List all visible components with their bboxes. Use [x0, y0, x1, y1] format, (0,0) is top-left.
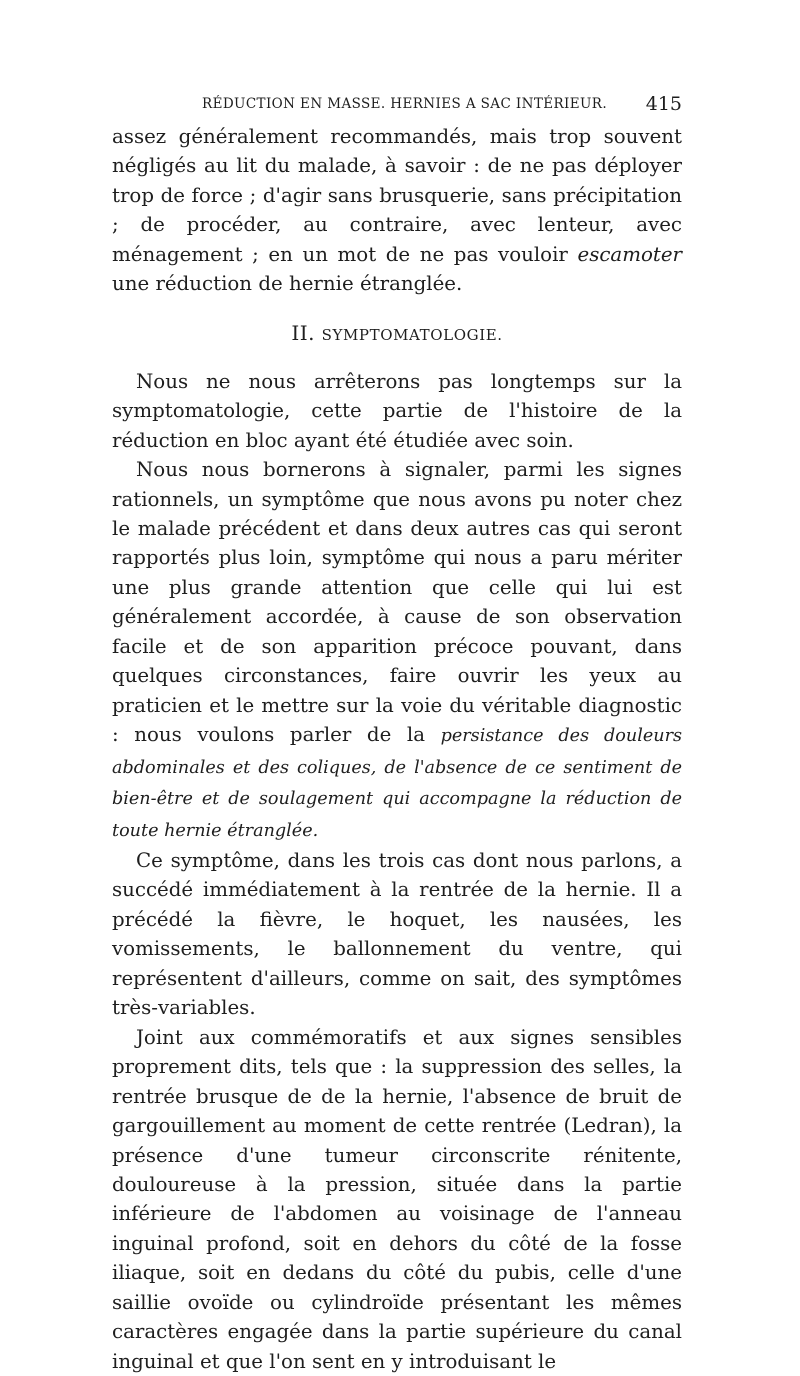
page-number: 415: [645, 93, 682, 115]
paragraph-symptom-timing: Ce symptôme, dans les trois cas dont nous parlons, a succédé immédiatement à la rentrée de la hernie. Il a précédé la fièvre, le hoquet, les nausées, les vomissements, le ballonnement du ventre, qui représentent d'ailleurs, comme on sait, des symptômes très-variables.: [112, 848, 682, 1020]
paragraph-sensible-signs: Joint aux commémoratifs et aux signes sensibles proprement dits, tels que : la suppression des selles, la rentrée brusque de de la hernie, l'absence de bruit de gargouillement au moment de cette rentrée (Ledran), la présence d'une tumeur circonscrite rénitente, douloureuse à la pression, située dans la partie inférieure de l'abdomen au voisinage de l'anneau inguinal profond, soit en dehors du côté de la fosse iliaque, soit en dedans du côté du pubis, celle d'une saillie ovoïde ou cylindroïde présentant les mêmes caractères engagée dans la partie supérieure du canal inguinal et que l'on sent en y introduisant le: [112, 1025, 682, 1373]
paragraph-continuation: [112, 122, 682, 299]
paragraph-1-italic: escamoter: [577, 242, 682, 266]
book-page: [112, 93, 683, 1376]
paragraph-1-text: assez généralement recommandés, mais trop souvent négligés au lit du malade, à savoir : de ne pas déployer trop de force ; d'agir sans brusquerie, sans précipitation ; de procéder, au contraire, avec lenteur, avec ménagement ; en un mot de ne pas vouloir: [112, 125, 682, 266]
section-title: SYMPTOMATOLOGIE.: [321, 325, 503, 344]
section-number: II.: [291, 320, 316, 345]
body-text: [112, 122, 682, 1376]
paragraph-signs: [112, 455, 682, 846]
section-heading: [112, 321, 682, 347]
running-title: RÉDUCTION EN MASSE. HERNIES A SAC INTÉRIEUR.: [202, 96, 608, 112]
running-head: [112, 93, 682, 122]
paragraph-1-end: une réduction de hernie étranglée.: [112, 272, 463, 296]
paragraph-symptomatology-intro: Nous ne nous arrêterons pas longtemps sur la symptomatologie, cette partie de l'histoire de la réduction en bloc ayant été étudiée avec soin.: [112, 369, 682, 452]
paragraph-3-italic: persistance des douleurs abdominales et des coliques, de l'absence de ce sentiment de bien-être et de soulagement qui accompagne la réduction de toute hernie étranglée.: [112, 726, 683, 841]
paragraph-3-text: Nous nous bornerons à signaler, parmi les signes rationnels, un symptôme que nous avons pu noter chez le malade précédent et dans deux autres cas qui seront rapportés plus loin, symptôme qui nous a paru mériter une plus grande attention que celle qui lui est généralement accordée, à cause de son observation facile et de son apparition précoce pouvant, dans quelques circonstances, faire ouvrir les yeux au praticien et le mettre sur la voie du véritable diagnostic : nous voulons parler de la: [112, 458, 682, 747]
